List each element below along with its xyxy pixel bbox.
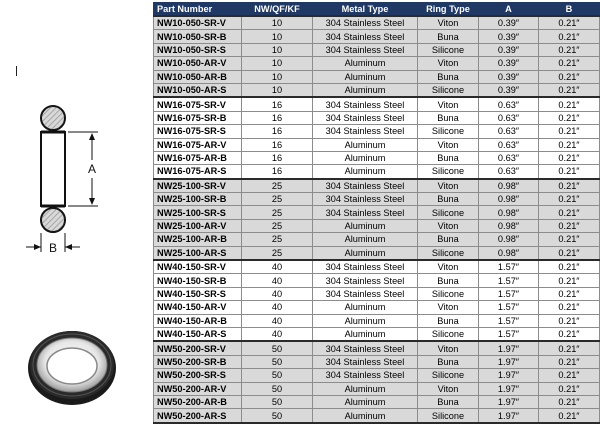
cell-size: 25 bbox=[242, 193, 313, 206]
cell-b: 0.21″ bbox=[539, 382, 600, 395]
table-row bbox=[154, 409, 600, 423]
cell-ring-type: Buna bbox=[418, 233, 479, 246]
cell-part-number: NW25-100-AR-S bbox=[154, 246, 242, 260]
cell-b: 0.21″ bbox=[539, 179, 600, 193]
cell-ring-type: Buna bbox=[418, 314, 479, 327]
cell-part-number: NW25-100-AR-V bbox=[154, 219, 242, 232]
cell-part-number: NW25-100-SR-S bbox=[154, 206, 242, 219]
cell-ring-type: Buna bbox=[418, 70, 479, 83]
cell-part-number: NW16-075-AR-V bbox=[154, 138, 242, 151]
cell-b: 0.21″ bbox=[539, 327, 600, 341]
cell-a: 1.97″ bbox=[479, 395, 539, 408]
cell-ring-type: Viton bbox=[418, 16, 479, 30]
cell-metal-type: 304 Stainless Steel bbox=[313, 355, 418, 368]
cell-ring-type: Silicone bbox=[418, 369, 479, 382]
table-row bbox=[154, 246, 600, 260]
table-row bbox=[154, 327, 600, 341]
cell-ring-type: Buna bbox=[418, 274, 479, 287]
cell-ring-type: Silicone bbox=[418, 246, 479, 260]
cell-size: 50 bbox=[242, 355, 313, 368]
table-row bbox=[154, 70, 600, 83]
cell-size: 16 bbox=[242, 151, 313, 164]
cell-metal-type: 304 Stainless Steel bbox=[313, 97, 418, 111]
cell-size: 50 bbox=[242, 341, 313, 355]
cell-size: 50 bbox=[242, 409, 313, 423]
cell-metal-type: 304 Stainless Steel bbox=[313, 369, 418, 382]
header-size: NW/QF/KF bbox=[242, 3, 313, 17]
cell-size: 40 bbox=[242, 274, 313, 287]
cell-size: 40 bbox=[242, 287, 313, 300]
cell-ring-type: Viton bbox=[418, 301, 479, 314]
cell-a: 1.97″ bbox=[479, 409, 539, 423]
cell-part-number: NW10-050-SR-V bbox=[154, 16, 242, 30]
cell-b: 0.21″ bbox=[539, 409, 600, 423]
cell-part-number: NW40-150-SR-V bbox=[154, 260, 242, 274]
cell-size: 25 bbox=[242, 246, 313, 260]
cell-b: 0.21″ bbox=[539, 260, 600, 274]
cell-metal-type: Aluminum bbox=[313, 233, 418, 246]
cell-size: 50 bbox=[242, 382, 313, 395]
cell-part-number: NW40-150-AR-S bbox=[154, 327, 242, 341]
cell-part-number: NW40-150-AR-B bbox=[154, 314, 242, 327]
cell-metal-type: Aluminum bbox=[313, 395, 418, 408]
cell-b: 0.21″ bbox=[539, 151, 600, 164]
cell-ring-type: Silicone bbox=[418, 206, 479, 219]
cell-size: 16 bbox=[242, 125, 313, 138]
cell-size: 10 bbox=[242, 83, 313, 97]
cell-ring-type: Silicone bbox=[418, 43, 479, 56]
cell-metal-type: Aluminum bbox=[313, 409, 418, 423]
cell-b: 0.21″ bbox=[539, 314, 600, 327]
cell-a: 1.97″ bbox=[479, 369, 539, 382]
table-row bbox=[154, 111, 600, 124]
cell-ring-type: Silicone bbox=[418, 165, 479, 179]
table-header-row bbox=[154, 3, 600, 17]
cell-metal-type: Aluminum bbox=[313, 327, 418, 341]
cell-size: 16 bbox=[242, 97, 313, 111]
table-row bbox=[154, 301, 600, 314]
cell-a: 1.57″ bbox=[479, 260, 539, 274]
cell-size: 40 bbox=[242, 327, 313, 341]
table-row bbox=[154, 43, 600, 56]
cell-metal-type: 304 Stainless Steel bbox=[313, 341, 418, 355]
cell-a: 0.98″ bbox=[479, 193, 539, 206]
table-row bbox=[154, 233, 600, 246]
cell-b: 0.21″ bbox=[539, 369, 600, 382]
cell-a: 0.63″ bbox=[479, 138, 539, 151]
cell-ring-type: Buna bbox=[418, 395, 479, 408]
cell-part-number: NW25-100-SR-V bbox=[154, 179, 242, 193]
cell-metal-type: Aluminum bbox=[313, 382, 418, 395]
cell-a: 0.98″ bbox=[479, 219, 539, 232]
cell-ring-type: Viton bbox=[418, 341, 479, 355]
cell-metal-type: 304 Stainless Steel bbox=[313, 30, 418, 43]
cell-a: 0.63″ bbox=[479, 97, 539, 111]
cell-part-number: NW16-075-AR-B bbox=[154, 151, 242, 164]
cell-metal-type: Aluminum bbox=[313, 138, 418, 151]
cell-metal-type: 304 Stainless Steel bbox=[313, 287, 418, 300]
table-row bbox=[154, 369, 600, 382]
cell-size: 16 bbox=[242, 165, 313, 179]
cell-part-number: NW10-050-AR-B bbox=[154, 70, 242, 83]
header-ring-type: Ring Type bbox=[418, 3, 479, 17]
cell-b: 0.21″ bbox=[539, 97, 600, 111]
cell-metal-type: Aluminum bbox=[313, 70, 418, 83]
cell-metal-type: 304 Stainless Steel bbox=[313, 43, 418, 56]
cell-part-number: NW10-050-AR-V bbox=[154, 57, 242, 70]
cell-ring-type: Viton bbox=[418, 179, 479, 193]
cell-part-number: NW16-075-SR-S bbox=[154, 125, 242, 138]
table-row bbox=[154, 355, 600, 368]
cell-ring-type: Silicone bbox=[418, 327, 479, 341]
table-row bbox=[154, 97, 600, 111]
cell-part-number: NW40-150-SR-S bbox=[154, 287, 242, 300]
cell-part-number: NW25-100-SR-B bbox=[154, 193, 242, 206]
cell-ring-type: Viton bbox=[418, 219, 479, 232]
cell-part-number: NW50-200-AR-S bbox=[154, 409, 242, 423]
table-row bbox=[154, 125, 600, 138]
cell-a: 0.39″ bbox=[479, 30, 539, 43]
dimension-a-label: A bbox=[87, 162, 97, 176]
header-part-number: Part Number bbox=[154, 3, 242, 17]
cell-a: 1.97″ bbox=[479, 382, 539, 395]
cell-a: 0.63″ bbox=[479, 125, 539, 138]
cell-size: 10 bbox=[242, 57, 313, 70]
cell-size: 10 bbox=[242, 16, 313, 30]
cell-ring-type: Silicone bbox=[418, 409, 479, 423]
cell-size: 40 bbox=[242, 301, 313, 314]
cell-b: 0.21″ bbox=[539, 355, 600, 368]
table-row bbox=[154, 287, 600, 300]
text-cursor bbox=[16, 66, 17, 76]
cell-part-number: NW16-075-SR-B bbox=[154, 111, 242, 124]
dimension-b-label: B bbox=[48, 241, 58, 255]
table-row bbox=[154, 341, 600, 355]
cell-size: 25 bbox=[242, 219, 313, 232]
cell-size: 25 bbox=[242, 233, 313, 246]
cell-a: 1.57″ bbox=[479, 274, 539, 287]
centering-ring-photo bbox=[26, 318, 118, 410]
cell-size: 40 bbox=[242, 260, 313, 274]
cell-part-number: NW10-050-SR-S bbox=[154, 43, 242, 56]
table-row bbox=[154, 206, 600, 219]
cell-part-number: NW50-200-AR-B bbox=[154, 395, 242, 408]
cell-ring-type: Silicone bbox=[418, 83, 479, 97]
cell-a: 0.63″ bbox=[479, 111, 539, 124]
cell-ring-type: Viton bbox=[418, 57, 479, 70]
table-row bbox=[154, 151, 600, 164]
cell-metal-type: Aluminum bbox=[313, 246, 418, 260]
cell-ring-type: Viton bbox=[418, 138, 479, 151]
cell-a: 0.98″ bbox=[479, 179, 539, 193]
cell-metal-type: Aluminum bbox=[313, 83, 418, 97]
cell-part-number: NW10-050-SR-B bbox=[154, 30, 242, 43]
cell-metal-type: 304 Stainless Steel bbox=[313, 125, 418, 138]
cell-b: 0.21″ bbox=[539, 341, 600, 355]
cell-metal-type: 304 Stainless Steel bbox=[313, 16, 418, 30]
cell-b: 0.21″ bbox=[539, 57, 600, 70]
table-row bbox=[154, 83, 600, 97]
cell-b: 0.21″ bbox=[539, 30, 600, 43]
cell-b: 0.21″ bbox=[539, 43, 600, 56]
table-row bbox=[154, 314, 600, 327]
table-row bbox=[154, 382, 600, 395]
cell-part-number: NW16-075-AR-S bbox=[154, 165, 242, 179]
cell-b: 0.21″ bbox=[539, 138, 600, 151]
table-row bbox=[154, 219, 600, 232]
cell-part-number: NW50-200-SR-V bbox=[154, 341, 242, 355]
cell-ring-type: Silicone bbox=[418, 125, 479, 138]
cell-size: 16 bbox=[242, 111, 313, 124]
centering-ring-cross-section-diagram bbox=[18, 100, 138, 315]
cell-ring-type: Viton bbox=[418, 97, 479, 111]
table-row bbox=[154, 30, 600, 43]
cell-a: 0.39″ bbox=[479, 83, 539, 97]
cell-ring-type: Buna bbox=[418, 355, 479, 368]
cell-size: 16 bbox=[242, 138, 313, 151]
cell-part-number: NW50-200-SR-B bbox=[154, 355, 242, 368]
cell-a: 0.63″ bbox=[479, 151, 539, 164]
cell-metal-type: Aluminum bbox=[313, 165, 418, 179]
cell-size: 40 bbox=[242, 314, 313, 327]
cell-a: 1.97″ bbox=[479, 341, 539, 355]
cell-a: 0.98″ bbox=[479, 206, 539, 219]
cell-b: 0.21″ bbox=[539, 287, 600, 300]
cell-b: 0.21″ bbox=[539, 301, 600, 314]
cell-a: 0.98″ bbox=[479, 233, 539, 246]
cell-size: 25 bbox=[242, 179, 313, 193]
ring-body bbox=[41, 132, 65, 206]
cell-part-number: NW40-150-SR-B bbox=[154, 274, 242, 287]
cell-ring-type: Silicone bbox=[418, 287, 479, 300]
cell-part-number: NW16-075-SR-V bbox=[154, 97, 242, 111]
table-row bbox=[154, 260, 600, 274]
cell-a: 0.63″ bbox=[479, 165, 539, 179]
table-row bbox=[154, 165, 600, 179]
cell-b: 0.21″ bbox=[539, 206, 600, 219]
cell-size: 50 bbox=[242, 369, 313, 382]
cell-a: 0.39″ bbox=[479, 16, 539, 30]
table-row bbox=[154, 57, 600, 70]
cell-part-number: NW40-150-AR-V bbox=[154, 301, 242, 314]
cell-metal-type: 304 Stainless Steel bbox=[313, 193, 418, 206]
cell-a: 0.39″ bbox=[479, 57, 539, 70]
cell-b: 0.21″ bbox=[539, 233, 600, 246]
cell-metal-type: 304 Stainless Steel bbox=[313, 274, 418, 287]
cell-b: 0.21″ bbox=[539, 395, 600, 408]
cell-a: 1.57″ bbox=[479, 314, 539, 327]
cell-metal-type: Aluminum bbox=[313, 57, 418, 70]
cell-ring-type: Buna bbox=[418, 30, 479, 43]
cell-ring-type: Buna bbox=[418, 111, 479, 124]
cell-metal-type: Aluminum bbox=[313, 219, 418, 232]
cell-metal-type: 304 Stainless Steel bbox=[313, 111, 418, 124]
cell-metal-type: Aluminum bbox=[313, 301, 418, 314]
cell-a: 1.97″ bbox=[479, 355, 539, 368]
cell-part-number: NW25-100-AR-B bbox=[154, 233, 242, 246]
cell-b: 0.21″ bbox=[539, 125, 600, 138]
table-row bbox=[154, 138, 600, 151]
cell-metal-type: 304 Stainless Steel bbox=[313, 179, 418, 193]
cell-b: 0.21″ bbox=[539, 246, 600, 260]
table-row bbox=[154, 274, 600, 287]
cell-b: 0.21″ bbox=[539, 219, 600, 232]
cell-a: 0.98″ bbox=[479, 246, 539, 260]
cell-a: 0.39″ bbox=[479, 70, 539, 83]
cell-b: 0.21″ bbox=[539, 16, 600, 30]
table-row bbox=[154, 395, 600, 408]
cell-b: 0.21″ bbox=[539, 83, 600, 97]
cell-b: 0.21″ bbox=[539, 111, 600, 124]
spec-table bbox=[153, 2, 600, 424]
header-b: B bbox=[539, 3, 600, 17]
cell-a: 0.39″ bbox=[479, 43, 539, 56]
header-a: A bbox=[479, 3, 539, 17]
cell-a: 1.57″ bbox=[479, 327, 539, 341]
cell-b: 0.21″ bbox=[539, 70, 600, 83]
table-row bbox=[154, 193, 600, 206]
cell-size: 50 bbox=[242, 395, 313, 408]
cell-size: 10 bbox=[242, 30, 313, 43]
table-row bbox=[154, 179, 600, 193]
cell-metal-type: 304 Stainless Steel bbox=[313, 206, 418, 219]
cell-size: 25 bbox=[242, 206, 313, 219]
cell-ring-type: Buna bbox=[418, 193, 479, 206]
cell-b: 0.21″ bbox=[539, 165, 600, 179]
cell-part-number: NW50-200-AR-V bbox=[154, 382, 242, 395]
cell-a: 1.57″ bbox=[479, 287, 539, 300]
cell-metal-type: Aluminum bbox=[313, 314, 418, 327]
cell-a: 1.57″ bbox=[479, 301, 539, 314]
cell-metal-type: 304 Stainless Steel bbox=[313, 260, 418, 274]
cell-ring-type: Buna bbox=[418, 151, 479, 164]
cell-size: 10 bbox=[242, 70, 313, 83]
cell-ring-type: Viton bbox=[418, 382, 479, 395]
table-body bbox=[154, 16, 600, 423]
cell-part-number: NW10-050-AR-S bbox=[154, 83, 242, 97]
cell-part-number: NW50-200-SR-S bbox=[154, 369, 242, 382]
cell-b: 0.21″ bbox=[539, 274, 600, 287]
header-metal-type: Metal Type bbox=[313, 3, 418, 17]
cell-ring-type: Viton bbox=[418, 260, 479, 274]
table-row bbox=[154, 16, 600, 30]
cell-size: 10 bbox=[242, 43, 313, 56]
cell-b: 0.21″ bbox=[539, 193, 600, 206]
cell-metal-type: Aluminum bbox=[313, 151, 418, 164]
